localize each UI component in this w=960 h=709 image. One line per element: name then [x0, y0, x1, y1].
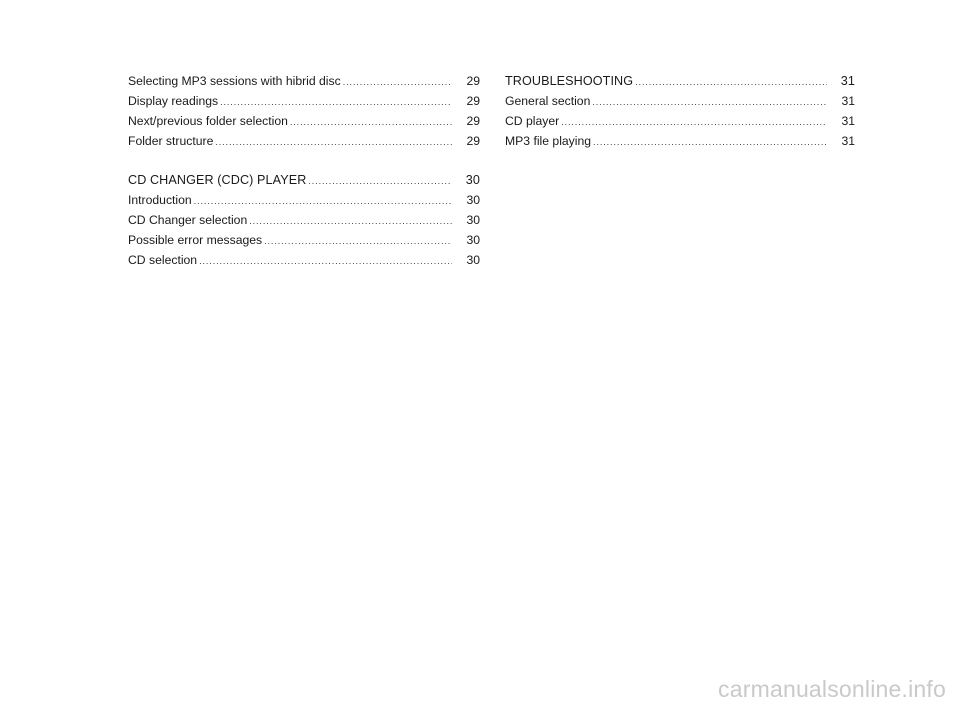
- toc-entry-title: MP3 file playing: [505, 134, 592, 148]
- dot-leader: [592, 92, 827, 112]
- toc-entry-title: Folder structure: [128, 134, 214, 148]
- toc-entry-title: General section: [505, 94, 591, 108]
- toc-entry-title: CD CHANGER (CDC) PLAYER: [128, 173, 307, 187]
- section-gap: [128, 151, 480, 170]
- toc-entry-title: Possible error messages: [128, 233, 263, 247]
- toc-entry-page: 29: [466, 114, 480, 128]
- toc-entry-page: 31: [841, 94, 855, 108]
- dot-leader: [635, 72, 827, 92]
- toc-entry-page: 31: [841, 114, 855, 128]
- dot-leader: [194, 191, 452, 211]
- toc-entry[interactable]: [128, 71, 480, 91]
- toc-entry-page: 30: [465, 173, 480, 187]
- dot-leader: [308, 171, 452, 191]
- dot-leader: [249, 211, 452, 231]
- toc-entry[interactable]: [128, 91, 480, 111]
- toc-section-heading[interactable]: [128, 170, 480, 190]
- toc-entry[interactable]: [128, 210, 480, 230]
- toc-left-column: [128, 71, 480, 270]
- toc-entry-title: TROUBLESHOOTING: [505, 74, 634, 88]
- toc-entry-title: CD selection: [128, 253, 198, 267]
- toc-entry[interactable]: [128, 250, 480, 270]
- toc-entry-page: 30: [466, 253, 480, 267]
- toc-entry-title: Selecting MP3 sessions with hibrid disc: [128, 74, 341, 88]
- toc-entry[interactable]: [128, 190, 480, 210]
- toc-entry-page: 29: [466, 94, 480, 108]
- toc-entry-title: Introduction: [128, 193, 192, 207]
- toc-entry[interactable]: [505, 91, 855, 111]
- toc-entry[interactable]: [128, 111, 480, 131]
- dot-leader: [561, 112, 827, 132]
- toc-entry[interactable]: [505, 111, 855, 131]
- toc-entry-page: 31: [841, 134, 855, 148]
- dot-leader: [593, 132, 827, 152]
- toc-right-column: [505, 71, 855, 151]
- toc-entry-page: 30: [466, 233, 480, 247]
- watermark: carmanualsonline.info: [718, 676, 946, 702]
- toc-section-heading[interactable]: [505, 71, 855, 91]
- toc-entry-title: Display readings: [128, 94, 219, 108]
- toc-entry-title: CD player: [505, 114, 560, 128]
- dot-leader: [215, 132, 452, 152]
- toc-group-cd-changer: [128, 170, 480, 270]
- dot-leader: [199, 251, 452, 271]
- dot-leader: [290, 112, 452, 132]
- toc-entry[interactable]: [505, 131, 855, 151]
- toc-entry-title: Next/previous folder selection: [128, 114, 288, 128]
- toc-entry-page: 30: [466, 213, 480, 227]
- toc-entry-page: 31: [840, 74, 855, 88]
- toc-entry[interactable]: [128, 131, 480, 151]
- toc-group-troubleshooting: [505, 71, 855, 151]
- dot-leader: [343, 72, 452, 92]
- toc-entry-page: 30: [466, 193, 480, 207]
- toc-entry-page: 29: [466, 134, 480, 148]
- dot-leader: [220, 92, 452, 112]
- toc-group-mp3: [128, 71, 480, 151]
- toc-entry-title: CD Changer selection: [128, 213, 248, 227]
- toc-entry[interactable]: [128, 230, 480, 250]
- toc-entry-page: 29: [466, 74, 480, 88]
- dot-leader: [264, 231, 452, 251]
